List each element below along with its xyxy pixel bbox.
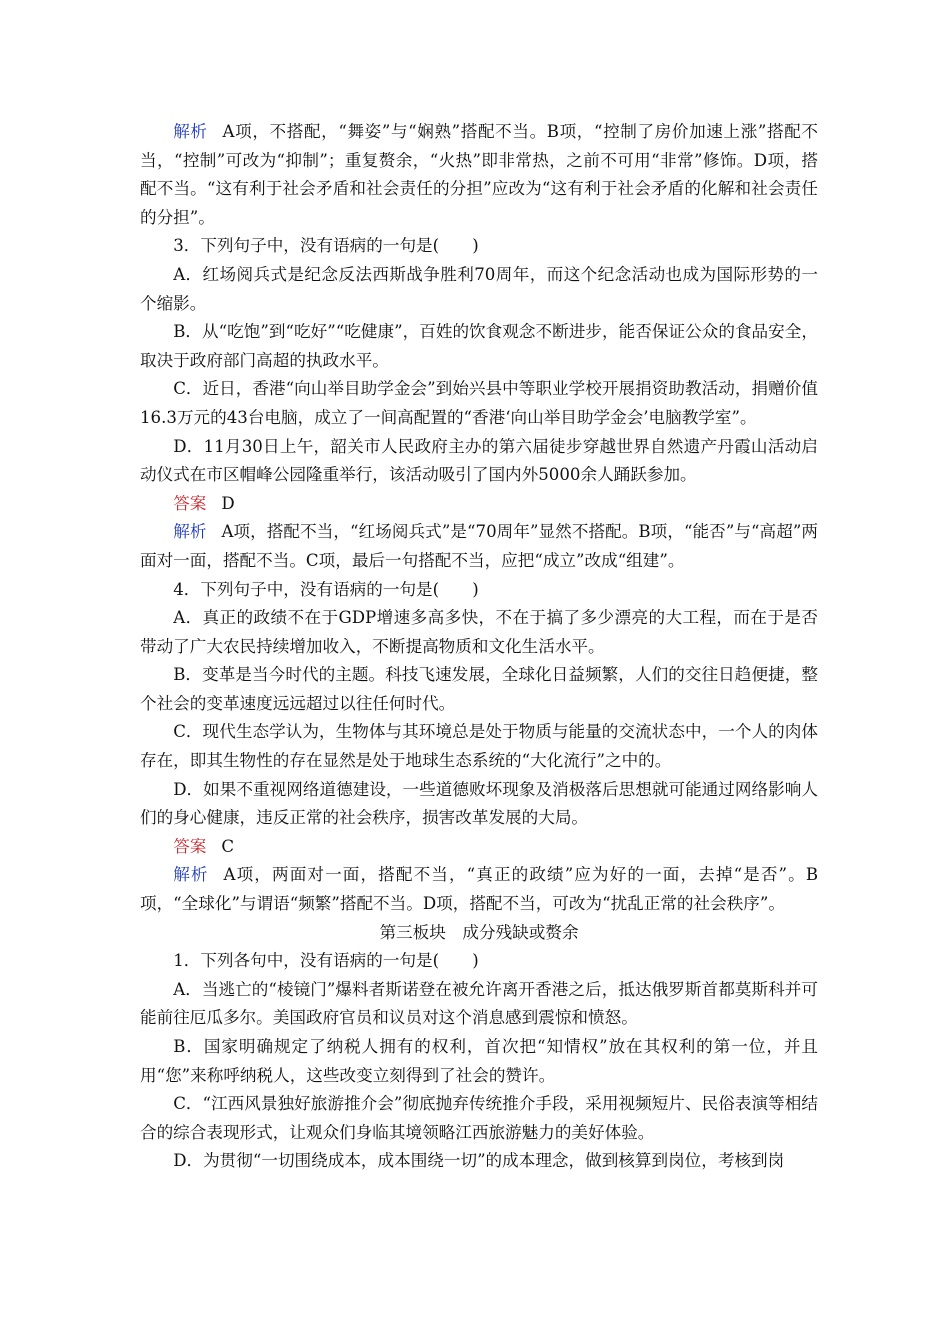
- analysis-paragraph: [140, 518, 818, 575]
- option-d: D．11月30日上午，韶关市人民政府主办的第六届徒步穿越世界自然遗产丹霞山活动启动仪式在市区帽峰公园隆重举行，该活动吸引了国内外5000余人踊跃参加。: [140, 436, 818, 485]
- option-b: B．国家明确规定了纳税人拥有的权利，首次把“知情权”放在其权利的第一位，并且用“您”来称呼纳税人，这些改变立刻得到了社会的赞许。: [140, 1037, 818, 1085]
- analysis-text: A项，不搭配，“舞姿”与“娴熟”搭配不当。B项，“控制了房价加速上涨”搭配不当，“控制”可改为“抑制”；重复赘余，“火热”即非常热，之前不可用“非常”修饰。D项，搭配不当。“这有利于社会矛盾和社会责任的分担”应改为“这有利于社会矛盾的化解和社会责任的分担”。: [140, 122, 819, 227]
- option-b: B．从“吃饱”到“吃好”“吃健康”，百姓的饮食观念不断进步，能否保证公众的食品安全，取决于政府部门高超的执政水平。: [140, 322, 818, 370]
- answer-text: D: [221, 493, 235, 513]
- option-c: C．现代生态学认为，生物体与其环境总是处于物质与能量的交流状态中，一个人的肉体存在，即其生物性的存在显然是处于地球生态系统的“大化流行”之中的。: [140, 722, 818, 771]
- option-c: C．近日，香港“向山举目助学金会”到始兴县中等职业学校开展捐资助教活动，捐赠价值16.3万元的43台电脑，成立了一间高配置的“香港‘向山举目助学金会’电脑教学室”。: [140, 379, 818, 427]
- analysis-text: A项，搭配不当，“红场阅兵式”是“70周年”显然不搭配。B项，“能否”与“高超”两面对一面，搭配不当。C项，最后一句搭配不当，应把“成立”改成“组建”。: [140, 522, 818, 570]
- option-a: A．红场阅兵式是纪念反法西斯战争胜利70周年，而这个纪念活动也成为国际形势的一个缩影。: [140, 264, 818, 313]
- answer-paragraph: [140, 490, 818, 519]
- question-stem: 4．下列句子中，没有语病的一句是( ): [173, 579, 479, 599]
- analysis-paragraph: [140, 118, 818, 232]
- option-d: D．如果不重视网络道德建设，一些道德败坏现象及消极落后思想就可能通过网络影响人们的身心健康，违反正常的社会秩序，损害改革发展的大局。: [140, 779, 818, 828]
- answer-tag: 答案: [173, 836, 207, 856]
- question-stem: 1．下列各句中，没有语病的一句是( ): [173, 951, 479, 971]
- analysis-text: A项，两面对一面，搭配不当，“真正的政绩”应为好的一面，去掉“是否”。B项，“全球化”与谓语“频繁”搭配不当。D项，搭配不当，可改为“扰乱正常的社会秩序”。: [140, 865, 819, 914]
- analysis-tag: 解析: [173, 122, 208, 141]
- option-a: A．当逃亡的“棱镜门”爆料者斯诺登在被允许离开香港之后，抵达俄罗斯首都莫斯科并可能前往厄瓜多尔。美国政府官员和议员对这个消息感到震惊和愤怒。: [140, 979, 818, 1028]
- question-stem: 3．下列句子中，没有语病的一句是( ): [173, 236, 479, 256]
- option-b: B．变革是当今时代的主题。科技飞速发展，全球化日益频繁，人们的交往日趋便捷，整个社会的变革速度远远超过以往任何时代。: [140, 665, 818, 713]
- answer-text: C: [221, 836, 235, 856]
- answer-paragraph: [140, 833, 818, 862]
- analysis-tag: 解析: [173, 522, 207, 542]
- analysis-tag: 解析: [173, 865, 209, 885]
- answer-tag: 答案: [173, 493, 207, 513]
- option-a: A．真正的政绩不在于GDP增速多高多快，不在于搞了多少漂亮的大工程，而在于是否带动了广大农民持续增加收入，不断提高物质和文化生活水平。: [140, 608, 818, 656]
- option-d: D．为贯彻“一切围绕成本，成本围绕一切”的成本理念，做到核算到岗位，考核到岗: [173, 1151, 785, 1171]
- analysis-paragraph: [140, 861, 818, 918]
- section-heading: 第三板块 成分残缺或赘余: [379, 922, 579, 942]
- option-c: C．“江西风景独好旅游推介会”彻底抛弃传统推介手段，采用视频短片、民俗表演等相结合的综合表现形式，让观众们身临其境领略江西旅游魅力的美好体验。: [140, 1094, 818, 1142]
